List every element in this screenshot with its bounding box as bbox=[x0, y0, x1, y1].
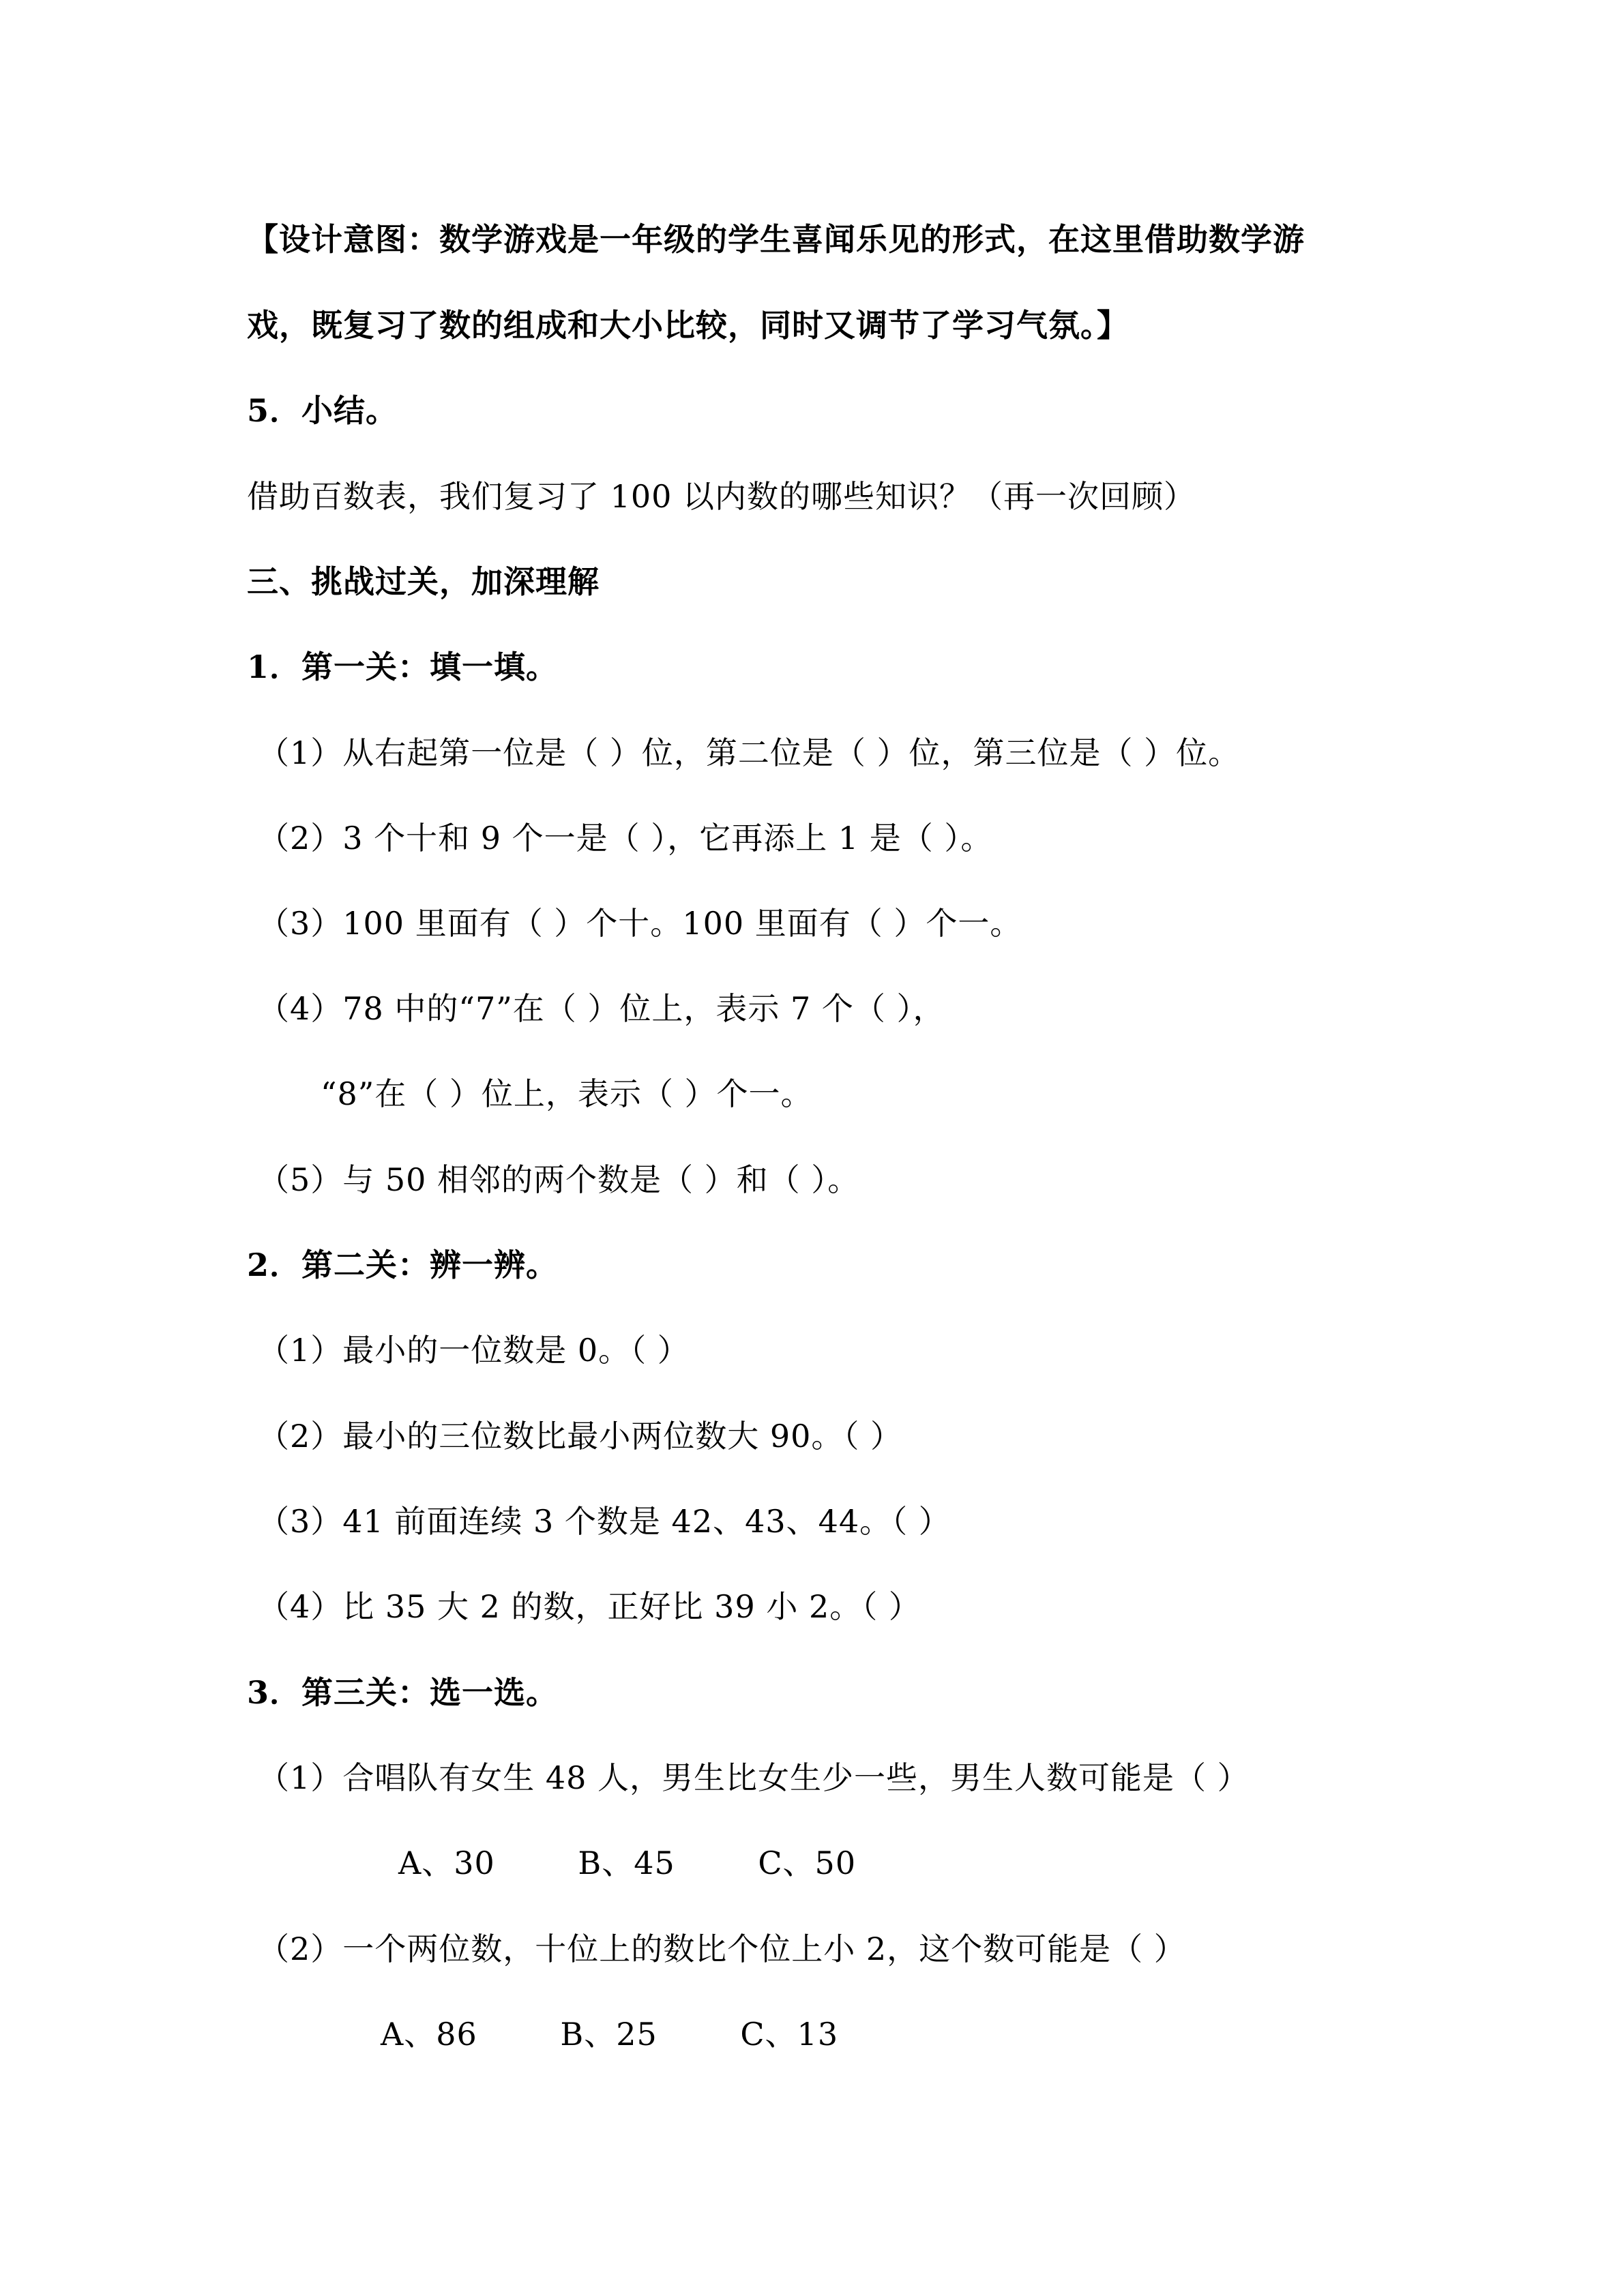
level3-question-1: （1）合唱队有女生 48 人，男生比女生少一些，男生人数可能是（ ） bbox=[258, 1759, 1250, 1796]
level3-heading: 3．第三关：选一选。 bbox=[247, 1674, 559, 1711]
level1-heading: 1．第一关：填一填。 bbox=[247, 648, 559, 685]
design-intent-line-1: 【设计意图：数学游戏是一年级的学生喜闻乐见的形式，在这里借助数学游 bbox=[247, 221, 1305, 258]
option-b: B、45 bbox=[578, 1845, 675, 1881]
level1-item-3: （3）100 里面有（ ）个十。100 里面有（ ）个一。 bbox=[258, 905, 1022, 942]
level1-item-1: （1）从右起第一位是（ ）位，第二位是（ ）位，第三位是（ ）位。 bbox=[258, 734, 1241, 771]
summary-heading: 5．小结。 bbox=[247, 392, 398, 429]
level3-question-1-options bbox=[398, 1843, 856, 1883]
option-b: B、25 bbox=[560, 2016, 658, 2053]
level2-heading: 2．第二关：辨一辨。 bbox=[247, 1247, 559, 1283]
level2-item-4: （4）比 35 大 2 的数，正好比 39 小 2。（ ） bbox=[258, 1588, 921, 1625]
level1-item-2: （2）3 个十和 9 个一是（ ），它再添上 1 是（ ）。 bbox=[258, 820, 993, 856]
option-a: A、30 bbox=[398, 1845, 495, 1881]
level1-item-4-continued: “8”在（ ）位上，表示（ ）个一。 bbox=[321, 1075, 813, 1112]
option-c: C、50 bbox=[758, 1845, 857, 1881]
level3-question-2-options bbox=[381, 2014, 838, 2055]
level2-item-3: （3）41 前面连续 3 个数是 42、43、44。（ ） bbox=[258, 1503, 951, 1540]
level3-question-2: （2）一个两位数，十位上的数比个位上小 2，这个数可能是（ ） bbox=[258, 1930, 1186, 1967]
section3-heading: 三、挑战过关，加深理解 bbox=[247, 563, 600, 600]
level1-item-4: （4）78 中的“7”在（ ）位上，表示 7 个（ ）， bbox=[258, 990, 945, 1027]
summary-text: 借助百数表，我们复习了 100 以内数的哪些知识？（再一次回顾） bbox=[247, 478, 1196, 515]
design-intent-line-2: 戏，既复习了数的组成和大小比较，同时又调节了学习气氛。】 bbox=[247, 307, 1129, 344]
option-c: C、13 bbox=[740, 2016, 839, 2053]
level2-item-2: （2）最小的三位数比最小两位数大 90。（ ） bbox=[258, 1418, 903, 1455]
level1-item-5: （5）与 50 相邻的两个数是（ ）和（ ）。 bbox=[258, 1161, 860, 1198]
level2-item-1: （1）最小的一位数是 0。（ ） bbox=[258, 1332, 690, 1369]
option-a: A、86 bbox=[381, 2016, 477, 2053]
